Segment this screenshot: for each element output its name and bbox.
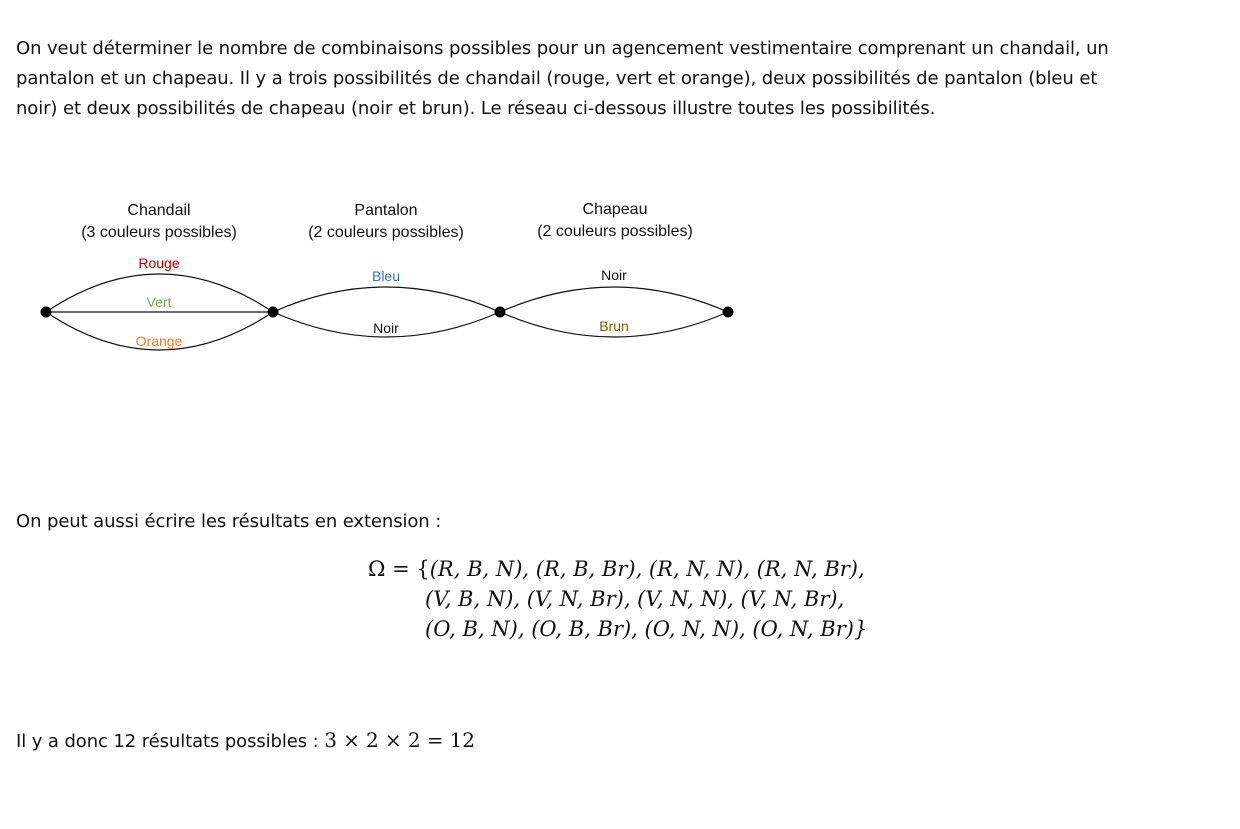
edge-bleu — [273, 287, 500, 312]
chandail-title: Chandail — [127, 202, 191, 219]
chapeau-subtitle: (2 couleurs possibles) — [537, 223, 693, 240]
omega-row-text: (R, B, N), (R, B, Br), (R, N, N), (R, N, Br), — [429, 557, 865, 581]
omega-lead: Ω = { — [368, 557, 430, 581]
label-rouge: Rouge — [138, 255, 180, 271]
chapeau-title: Chapeau — [582, 201, 648, 218]
omega-row — [368, 554, 867, 584]
intro-line: noir) et deux possibilités de chapeau (noir et brun). Le réseau ci-dessous illustre toutes les possibilités. — [16, 98, 936, 119]
node-after-chandail — [268, 307, 279, 318]
extension-label: On peut aussi écrire les résultats en extension : — [16, 511, 442, 532]
label-orange: Orange — [135, 333, 183, 349]
label-brun: Brun — [599, 318, 629, 334]
outfit-network-diagram — [30, 190, 750, 365]
conclusion — [16, 725, 475, 757]
chandail-subtitle: (3 couleurs possibles) — [81, 224, 237, 241]
edge-noir-chapeau — [500, 287, 728, 312]
label-noir-chapeau: Noir — [601, 267, 627, 283]
pantalon-subtitle: (2 couleurs possibles) — [308, 224, 464, 241]
omega-row: (V, B, N), (V, N, Br), (V, N, N), (V, N, Br), — [425, 587, 845, 611]
pantalon-title: Pantalon — [354, 202, 418, 219]
intro-line: pantalon et un chapeau. Il y a trois possibilités de chandail (rouge, vert et orange), deux possibilités de pantalon (bleu et — [16, 68, 1098, 89]
intro-paragraph — [16, 34, 1206, 124]
conclusion-text: Il y a donc 12 résultats possibles : — [16, 731, 325, 752]
label-noir-pantalon: Noir — [373, 320, 399, 336]
conclusion-math: 3 × 2 × 2 = 12 — [324, 728, 475, 752]
label-vert: Vert — [146, 294, 172, 310]
omega-set-equation — [368, 554, 867, 644]
omega-row: (O, B, N), (O, B, Br), (O, N, N), (O, N, Br)} — [425, 617, 868, 641]
label-bleu: Bleu — [371, 268, 401, 284]
node-start — [41, 307, 52, 318]
intro-line: On veut déterminer le nombre de combinaisons possibles pour un agencement vestimentaire comprenant un chandail, un — [16, 38, 1109, 59]
node-after-pantalon — [495, 307, 506, 318]
node-end — [723, 307, 734, 318]
